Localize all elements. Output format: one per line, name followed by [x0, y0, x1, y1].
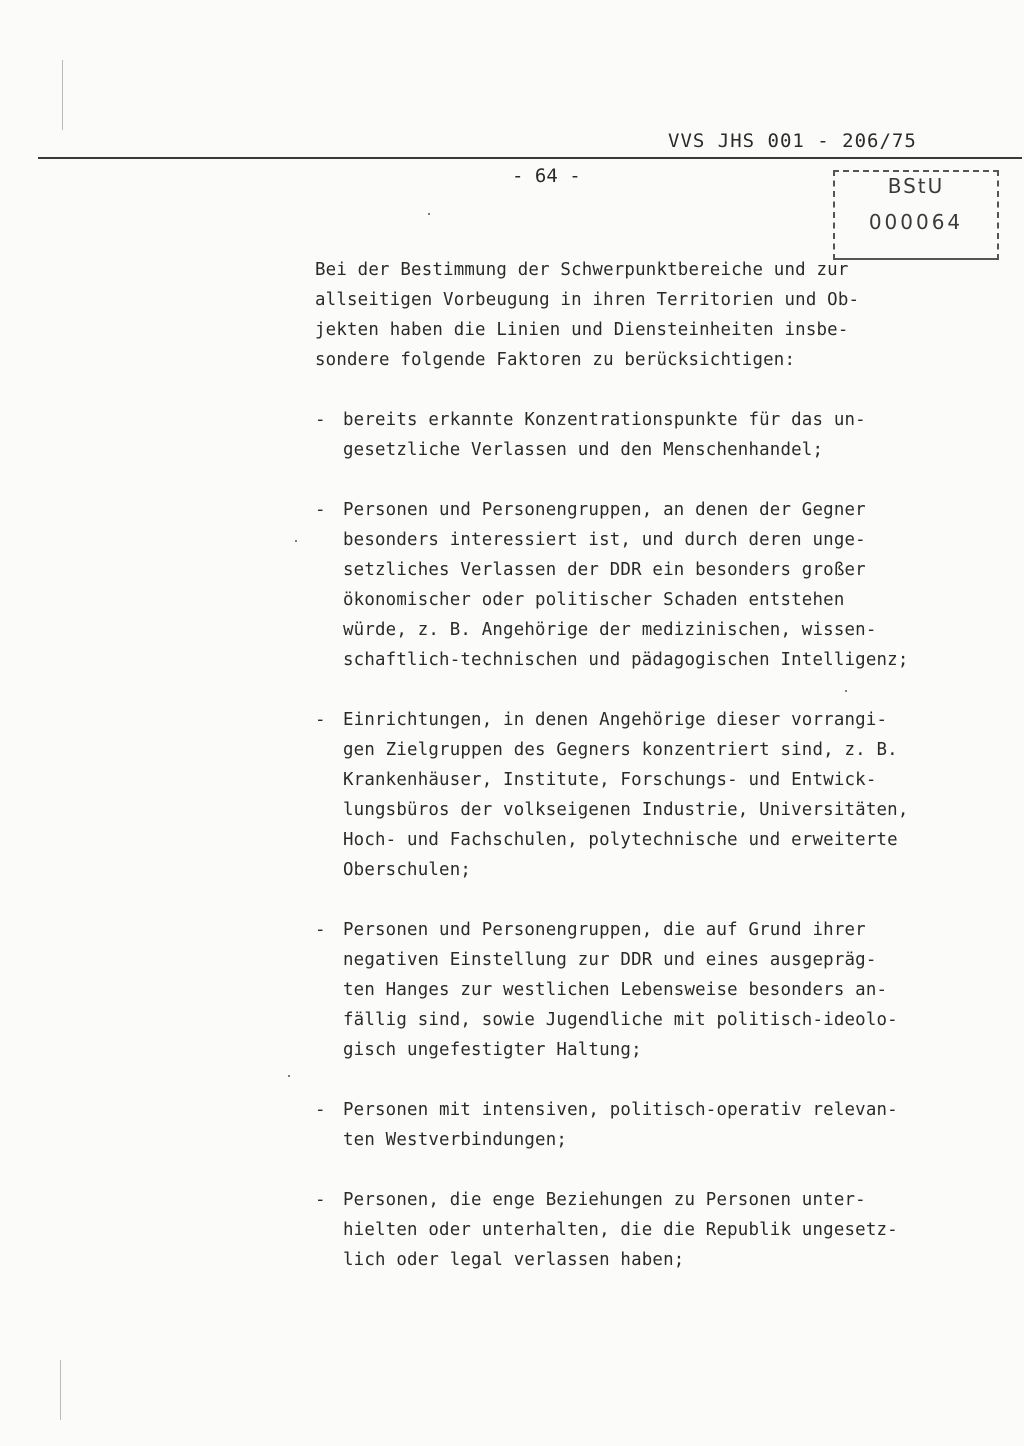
list-item	[315, 1185, 995, 1275]
list-item-line: setzliches Verlassen der DDR ein besonders großer	[343, 560, 866, 580]
list-item	[315, 705, 995, 885]
scan-margin-mark	[62, 60, 63, 130]
list-item-line: Oberschulen;	[343, 860, 472, 880]
intro-line: jekten haben die Linien und Diensteinheiten insbe-	[315, 320, 849, 340]
list-item-line: Krankenhäuser, Institute, Forschungs- und Entwick-	[343, 770, 877, 790]
list-item-line: Personen, die enge Beziehungen zu Personen unter-	[343, 1190, 866, 1210]
scan-speck	[428, 213, 430, 215]
list-item-line: lich oder legal verlassen haben;	[343, 1250, 685, 1270]
list-item	[315, 1095, 995, 1155]
list-item-line: schaftlich-technischen und pädagogischen Intelligenz;	[343, 650, 909, 670]
stamp-agency: BStU	[887, 174, 945, 198]
list-item-line: negativen Einstellung zur DDR und eines ausgepräg-	[343, 950, 877, 970]
list-item-line: gesetzliche Verlassen und den Menschenhandel;	[343, 440, 824, 460]
archive-stamp	[833, 170, 999, 260]
list-item-line: gen Zielgruppen des Gegners konzentriert sind, z. B.	[343, 740, 898, 760]
list-dash: -	[315, 1190, 326, 1210]
list-dash: -	[315, 1100, 326, 1120]
list-item-line: ökonomischer oder politischer Schaden entstehen	[343, 590, 845, 610]
list-item-line: hielten oder unterhalten, die die Republik ungesetz-	[343, 1220, 898, 1240]
list-item-line: bereits erkannte Konzentrationspunkte für das un-	[343, 410, 866, 430]
body-text	[315, 255, 995, 1305]
intro-line: sondere folgende Faktoren zu berücksichtigen:	[315, 350, 796, 370]
list-item-line: gisch ungefestigter Haltung;	[343, 1040, 642, 1060]
document-reference: VVS JHS 001 - 206/75	[668, 130, 917, 152]
header-rule	[38, 157, 1022, 159]
list-item-line: ten Westverbindungen;	[343, 1130, 568, 1150]
list-item-line: ten Hanges zur westlichen Lebensweise besonders an-	[343, 980, 888, 1000]
list-item-line: Personen und Personengruppen, an denen der Gegner	[343, 500, 866, 520]
list-item-line: besonders interessiert ist, und durch deren unge-	[343, 530, 866, 550]
list-item	[315, 915, 995, 1065]
list-item	[315, 495, 995, 675]
page-number: - 64 -	[512, 165, 581, 187]
list-item-line: würde, z. B. Angehörige der medizinischen, wissen-	[343, 620, 877, 640]
list-item-line: Einrichtungen, in denen Angehörige dieser vorrangi-	[343, 710, 888, 730]
scan-margin-mark	[60, 1360, 61, 1420]
list-item-line: Personen mit intensiven, politisch-operativ relevan-	[343, 1100, 898, 1120]
list-item	[315, 405, 995, 465]
list-dash: -	[315, 410, 326, 430]
scan-speck	[288, 1075, 290, 1077]
list-dash: -	[315, 500, 326, 520]
list-item-line: fällig sind, sowie Jugendliche mit politisch-ideolo-	[343, 1010, 898, 1030]
list-item-line: lungsbüros der volkseigenen Industrie, Universitäten,	[343, 800, 909, 820]
list-item-line: Personen und Personengruppen, die auf Grund ihrer	[343, 920, 866, 940]
intro-paragraph	[315, 255, 995, 375]
intro-line: allseitigen Vorbeugung in ihren Territorien und Ob-	[315, 290, 860, 310]
scan-speck	[295, 540, 297, 542]
list-item-line: Hoch- und Fachschulen, polytechnische und erweiterte	[343, 830, 898, 850]
list-dash: -	[315, 920, 326, 940]
stamp-number: 000064	[868, 210, 964, 234]
intro-line: Bei der Bestimmung der Schwerpunktbereiche und zur	[315, 260, 849, 280]
list-dash: -	[315, 710, 326, 730]
